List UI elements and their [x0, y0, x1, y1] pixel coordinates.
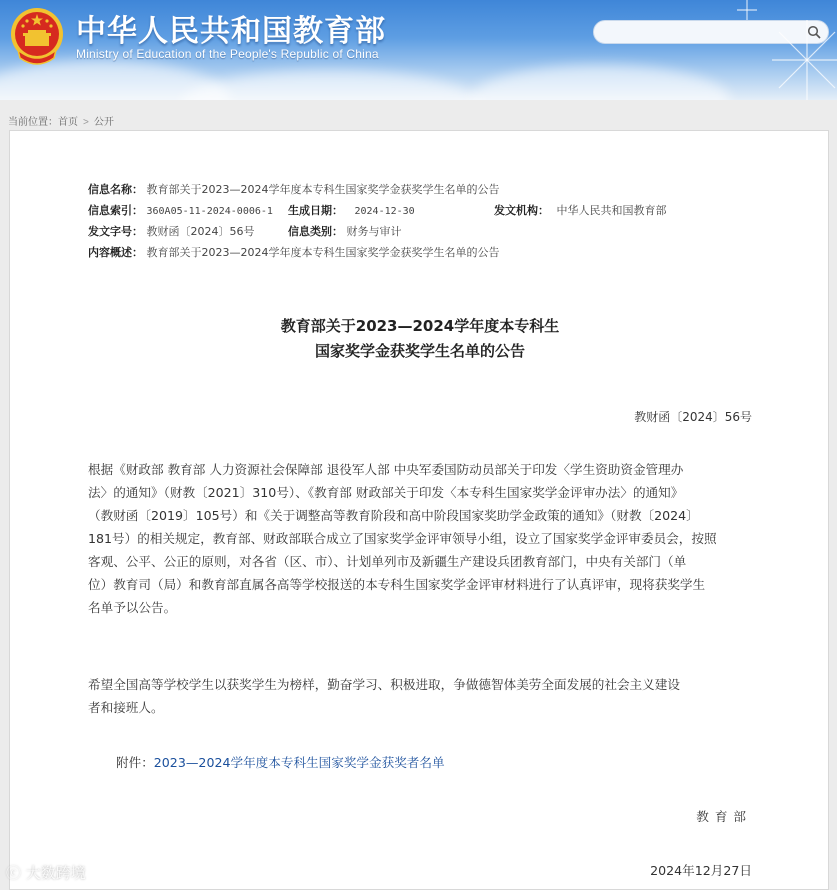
body-paragraph-2	[88, 673, 754, 719]
paragraph-line: 者和接班人。	[88, 700, 164, 715]
content-panel	[9, 130, 829, 890]
meta-doc-no: 教财函〔2024〕56号	[146, 225, 255, 238]
watermark-logo-icon: ⓒ	[6, 864, 22, 882]
breadcrumb-public-link[interactable]: 公开	[93, 117, 114, 128]
meta-summary: 教育部关于2023—2024学年度本专科生国家奖学金获奖学生名单的公告	[146, 246, 500, 259]
meta-label: 发文字号：	[88, 225, 143, 238]
breadcrumb-label: 当前位置：	[8, 117, 58, 128]
signature-organization: 教育部	[696, 809, 752, 824]
paragraph-line: 位）教育司（局）和教育部直属各高等学校报送的本专科生国家奖学金评审材料进行了认真评审，现将获奖学生	[88, 577, 706, 592]
snowflake-decoration-icon	[717, 0, 837, 100]
meta-label: 内容概述：	[88, 246, 143, 259]
meta-label: 生成日期：	[288, 204, 343, 217]
site-title[interactable]: 中华人民共和国教育部	[76, 14, 386, 49]
meta-label: 信息类别：	[288, 225, 343, 238]
paragraph-line: 法〉的通知》（财教〔2021〕310号）、《教育部 财政部关于印发〈本专科生国家奖学金评审办法〉的通知》	[88, 485, 684, 500]
meta-label: 信息索引：	[88, 204, 143, 217]
meta-label: 信息名称：	[88, 183, 143, 196]
paragraph-line: 客观、公平、公正的原则，对各省（区、市）、计划单列市及新疆生产建设兵团教育部门，中央有关部门（单	[88, 554, 687, 569]
attachment-row	[116, 752, 445, 771]
chevron-right-icon: >	[83, 117, 89, 128]
attachment-link[interactable]: 2023—2024学年度本专科生国家奖学金获奖者名单	[153, 755, 445, 770]
meta-row-index	[88, 202, 273, 218]
meta-index: 360A05-11-2024-0006-1	[146, 206, 273, 217]
watermark	[6, 862, 86, 883]
document-number: 教财函〔2024〕56号	[634, 410, 752, 424]
header-cloud	[180, 70, 480, 100]
site-header	[0, 0, 837, 100]
attachment-label: 附件：	[116, 755, 154, 770]
signature-date: 2024年12月27日	[650, 863, 752, 878]
meta-row-category	[288, 223, 402, 239]
watermark-text: 大数跨境	[25, 864, 86, 882]
meta-row-info-name	[88, 181, 500, 197]
meta-info-name: 教育部关于2023—2024学年度本专科生国家奖学金获奖学生名单的公告	[146, 183, 500, 196]
breadcrumb-home-link[interactable]: 首页	[58, 117, 78, 128]
national-emblem-icon[interactable]	[10, 6, 64, 68]
site-subtitle: Ministry of Education of the People's Republic of China	[76, 47, 379, 61]
body-paragraph-1	[88, 458, 754, 619]
meta-row-date	[288, 202, 415, 218]
meta-row-summary	[88, 244, 500, 260]
paragraph-line: 181号）的相关规定，教育部、财政部联合成立了国家奖学金评审领导小组，设立了国家奖学金评审委员会，按照	[88, 531, 717, 546]
meta-date: 2024-12-30	[354, 206, 415, 217]
header-cloud	[470, 65, 730, 100]
paragraph-line: 名单予以公告。	[88, 600, 177, 615]
document-title-line-2: 国家奖学金获奖学生名单的公告	[314, 342, 525, 360]
paragraph-line: 希望全国高等学校学生以获奖学生为榜样，勤奋学习、积极进取，争做德智体美劳全面发展的社会主义建设	[88, 677, 680, 692]
meta-row-doc-no	[88, 223, 255, 239]
meta-label: 发文机构：	[494, 204, 549, 217]
meta-row-issuer	[494, 202, 667, 218]
breadcrumb	[8, 113, 114, 128]
paragraph-line: 根据《财政部 教育部 人力资源社会保障部 退役军人部 中央军委国防动员部关于印发〈学生资助资金管理办	[88, 462, 684, 477]
meta-issuer: 中华人民共和国教育部	[556, 204, 667, 217]
meta-category: 财务与审计	[346, 225, 402, 238]
document-title-line-1: 教育部关于2023—2024学年度本专科生	[280, 317, 560, 335]
paragraph-line: （教财函〔2019〕105号）和《关于调整高等教育阶段和高中阶段国家奖助学金政策的通知》（财教〔2024〕	[88, 508, 699, 523]
